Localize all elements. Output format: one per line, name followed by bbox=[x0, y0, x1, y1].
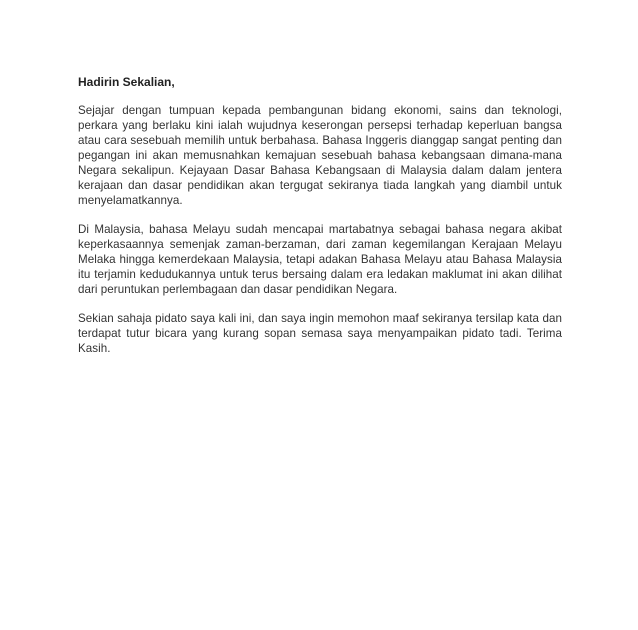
greeting-heading: Hadirin Sekalian, bbox=[78, 75, 175, 89]
paragraph-1: Sejajar dengan tumpuan kepada pembangunan bidang ekonomi, sains dan teknologi, perkara yang berlaku kini ialah wujudnya keserongan persepsi terhadap keperluan bangsa atau cara sesebuah memilih untuk berbahasa. Bahasa Inggeris dianggap sangat penting dan pegangan ini akan memusnahkan kemajuan sesebuah bahasa kebangsaan dimana-mana Negara sekalipun. Kejayaan Dasar Bahasa Kebangsaan di Malaysia dalam dalam jentera kerajaan dan dasar pendidikan akan tergugat sekiranya tiada langkah yang diambil untuk menyelamatkannya. bbox=[78, 104, 562, 207]
paragraph-3: Sekian sahaja pidato saya kali ini, dan saya ingin memohon maaf sekiranya tersilap kata dan terdapat tutur bicara yang kurang sopan semasa saya menyampaikan pidato tadi. Terima Kasih. bbox=[78, 312, 562, 355]
paragraph-2: Di Malaysia, bahasa Melayu sudah mencapai martabatnya sebagai bahasa negara akibat keperkasaannya semenjak zaman-berzaman, dari zaman kegemilangan Kerajaan Melayu Melaka hingga kemerdekaan Malaysia, tetapi adakan Bahasa Melayu atau Bahasa Malaysia itu terjamin kedudukannya untuk terus bersaing dalam era ledakan maklumat ini akan dilihat dari peruntukan perlembagaan dan dasar pendidikan Negara. bbox=[78, 223, 562, 296]
speech-text-block bbox=[78, 75, 562, 370]
